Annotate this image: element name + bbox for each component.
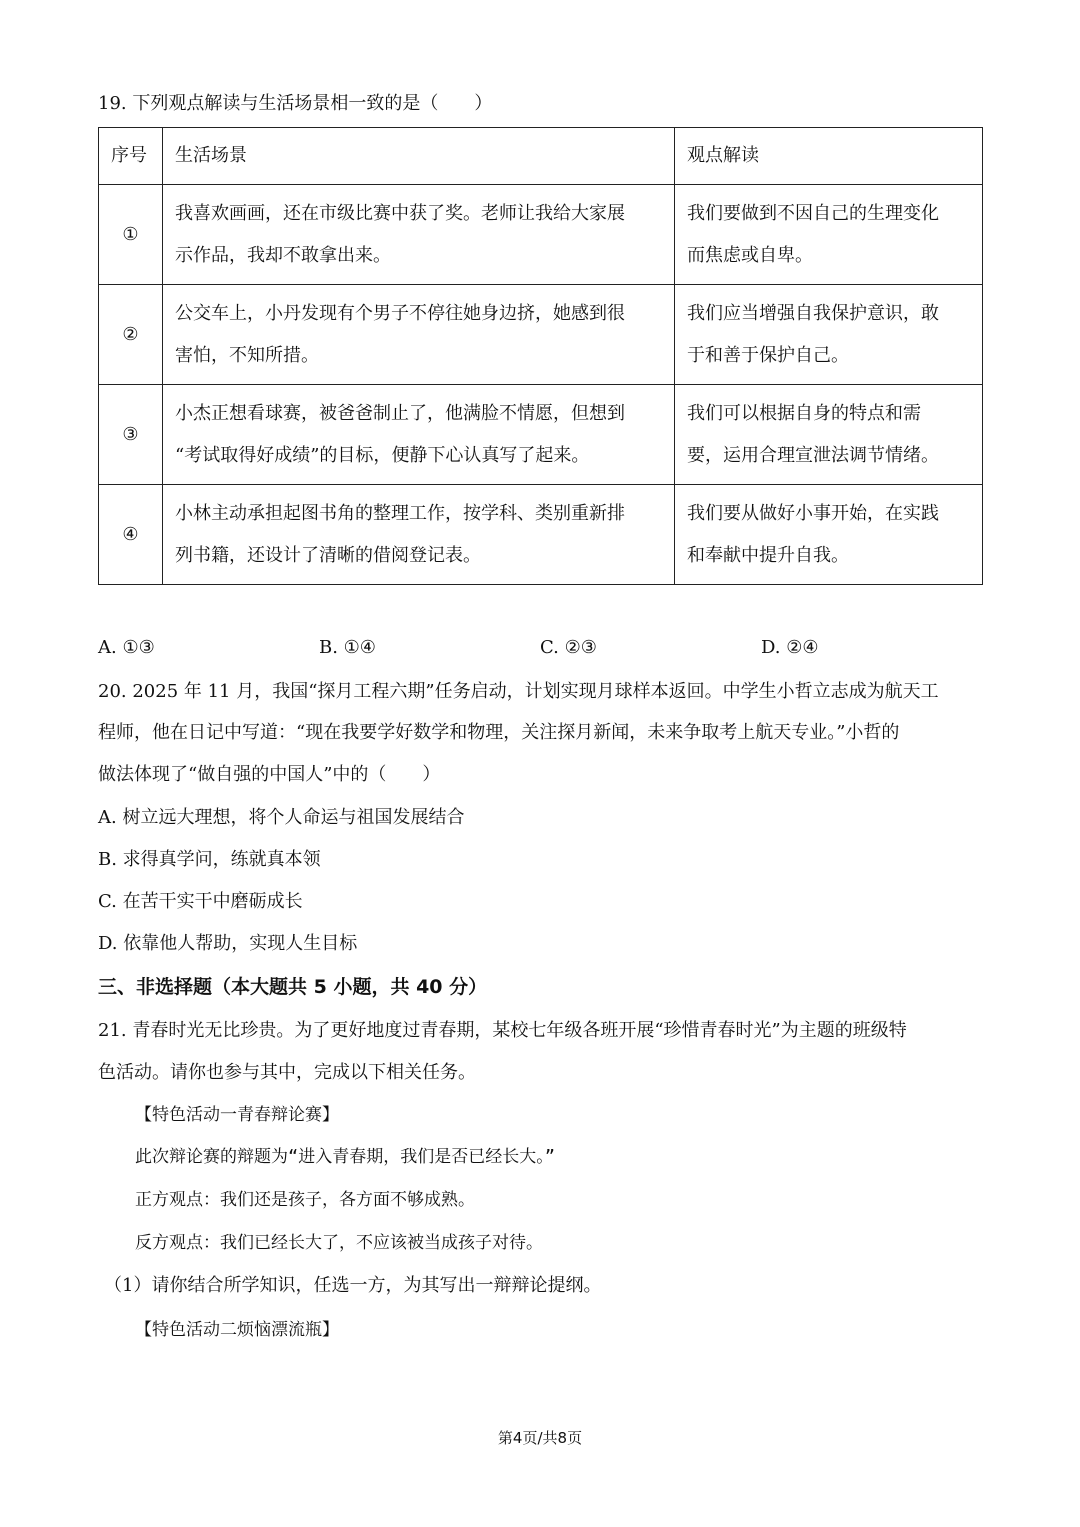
row-number: ①: [99, 185, 163, 285]
row-view: [675, 485, 983, 585]
table-row: [99, 485, 983, 585]
option-a[interactable]: A. ①③: [98, 637, 155, 658]
scene-line: “考试取得好成绩”的目标，便静下心认真写了起来。: [175, 444, 590, 466]
q19-stem: 19. 下列观点解读与生活场景相一致的是（ ）: [98, 93, 493, 114]
page-number: 第4页/共8页: [497, 1429, 583, 1447]
scene-line: 列书籍，还设计了清晰的借阅登记表。: [175, 544, 481, 566]
table-row: [99, 285, 983, 385]
option-d[interactable]: D. ②④: [761, 637, 819, 658]
view-line: 我们要做到不因自己的生理变化: [687, 202, 939, 224]
activity1-line: 反方观点：我们已经长大了，不应该被当成孩子对待。: [135, 1233, 543, 1253]
activity1-line: 此次辩论赛的辩题为“进入青春期，我们是否已经长大。”: [135, 1147, 555, 1167]
q20-option-c[interactable]: C. 在苦干实干中磨砺成长: [98, 891, 303, 912]
scene-line: 公交车上，小丹发现有个男子不停往她身边挤，她感到很: [175, 302, 625, 324]
q20-option-d[interactable]: D. 依靠他人帮助，实现人生目标: [98, 933, 358, 954]
scene-line: 小杰正想看球赛，被爸爸制止了，他满脸不情愿，但想到: [175, 402, 625, 424]
row-number: ③: [99, 385, 163, 485]
row-number: ④: [99, 485, 163, 585]
scene-line: 示作品，我却不敢拿出来。: [175, 244, 391, 266]
view-line: 和奉献中提升自我。: [687, 544, 849, 566]
q20-option-b[interactable]: B. 求得真学问，练就真本领: [98, 849, 321, 870]
row-scene: [163, 485, 675, 585]
scene-line: 我喜欢画画，还在市级比赛中获了奖。老师让我给大家展: [175, 202, 625, 224]
view-line: 于和善于保护自己。: [687, 344, 849, 366]
option-c[interactable]: C. ②③: [540, 637, 597, 658]
header-scene: 生活场景: [163, 128, 675, 185]
q20-stem-line: 做法体现了“做自强的中国人”中的（ ）: [98, 764, 441, 785]
view-line: 而焦虑或自卑。: [687, 244, 813, 266]
row-scene: [163, 285, 675, 385]
row-number: ②: [99, 285, 163, 385]
scene-line: 害怕，不知所措。: [175, 344, 319, 366]
q19-table: [98, 127, 983, 585]
table-row: [99, 385, 983, 485]
view-line: 我们可以根据自身的特点和需: [687, 402, 921, 424]
q21-stem-line: 21. 青春时光无比珍贵。为了更好地度过青春期，某校七年级各班开展“珍惜青春时光”为主题的班级特: [98, 1020, 907, 1041]
row-view: [675, 185, 983, 285]
row-scene: [163, 385, 675, 485]
row-view: [675, 285, 983, 385]
q20-option-a[interactable]: A. 树立远大理想，将个人命运与祖国发展结合: [98, 807, 465, 828]
q21-sub1: （1）请你结合所学知识，任选一方，为其写出一辩辩论提纲。: [104, 1275, 602, 1296]
view-line: 我们要从做好小事开始，在实践: [687, 502, 939, 524]
row-view: [675, 385, 983, 485]
header-view: 观点解读: [675, 128, 983, 185]
activity1-line: 正方观点：我们还是孩子，各方面不够成熟。: [135, 1190, 475, 1210]
q20-stem-line: 程师，他在日记中写道：“现在我要学好数学和物理，关注探月新闻，未来争取考上航天专业。”小哲的: [98, 722, 900, 743]
scene-line: 小林主动承担起图书角的整理工作，按学科、类别重新排: [175, 502, 625, 524]
activity2-title: 【特色活动二烦恼漂流瓶】: [135, 1320, 339, 1340]
row-scene: [163, 185, 675, 285]
view-line: 要，运用合理宣泄法调节情绪。: [687, 444, 939, 466]
table-header-row: [99, 128, 983, 185]
header-number: 序号: [99, 128, 163, 185]
table-row: [99, 185, 983, 285]
view-line: 我们应当增强自我保护意识，敢: [687, 302, 939, 324]
q21-stem-line: 色活动。请你也参与其中，完成以下相关任务。: [98, 1062, 476, 1083]
activity1-title: 【特色活动一青春辩论赛】: [135, 1105, 339, 1125]
option-b[interactable]: B. ①④: [319, 637, 376, 658]
section-title: 三、非选择题（本大题共 5 小题，共 40 分）: [98, 976, 488, 998]
q20-stem-line: 20. 2025 年 11 月，我国“探月工程六期”任务启动，计划实现月球样本返回。中学生小哲立志成为航天工: [98, 681, 939, 702]
